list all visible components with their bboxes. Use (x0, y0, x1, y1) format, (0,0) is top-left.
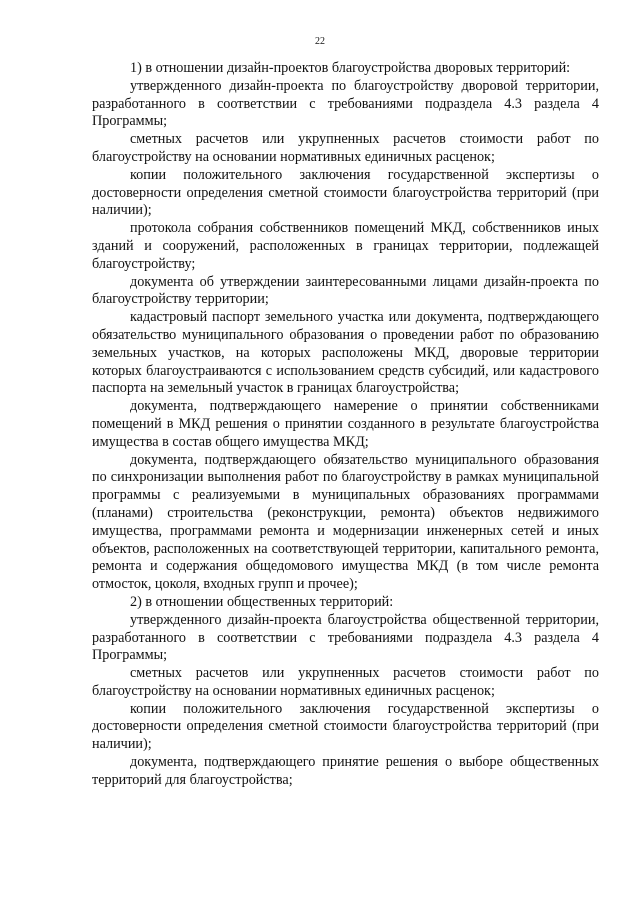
paragraph-public-estimates: сметных расчетов или укрупненных расчетов стоимости работ по благоустройству на основании нормативных единичных расценок; (92, 665, 599, 699)
paragraph-section-2-heading: 2) в отношении общественных территорий: (130, 593, 394, 610)
paragraph-expertise-copy: копии положительного заключения государственной экспертизы о достоверности определения сметной стоимости благоустройства территорий (при наличии); (92, 166, 599, 219)
paragraph-public-expertise-copy: копии положительного заключения государственной экспертизы о достоверности определения сметной стоимости благоустройства территорий (при наличии); (92, 700, 599, 753)
paragraph-intention-document: документа, подтверждающего намерение о принятии собственниками помещений в МКД решения о принятии созданного в результате благоустройства имущества в состав общего имущества МКД; (92, 398, 599, 450)
page-number: 22 (315, 36, 325, 47)
document-body (92, 60, 599, 790)
paragraph-public-design-project: утвержденного дизайн-проекта благоустройства общественной территории, разработанного в соответствии с требованиями подраздела 4.3 раздела 4 Программы; (92, 611, 599, 664)
paragraph-section-1-heading: 1) в отношении дизайн-проектов благоустройства дворовых территорий: (130, 60, 571, 76)
paragraph-design-project: утвержденного дизайн-проекта по благоустройству дворовой территории, разработанного в соответствии с требованиями подраздела 4.3 раздела 4 Программы; (92, 77, 599, 130)
paragraph-owners-protocol: протокола собрания собственников помещений МКД, собственников иных зданий и сооружений, расположенных в границах территории, подлежащей благоустройству; (92, 220, 599, 272)
paragraph-approval-document: документа об утверждении заинтересованными лицами дизайн-проекта по благоустройству территории; (92, 273, 599, 308)
paragraph-synchronization-obligation: документа, подтверждающего обязательство муниципального образования по синхронизации выполнения работ по благоустройству в рамках муниципальной программы с реализуемыми в муниципальных образованиях программами (планами) строительства (реконструкции, ремонта) объектов недвижимого имущества, программами ремонта и модернизации инженерных сетей и иных объектов, расположенных на соответствующей территории, капитального ремонта, ремонта и содержания общедомового имущества МКД (в том числе ремонта отмосток, цоколя, входных групп и прочее); (92, 451, 599, 593)
paragraph-public-selection-decision: документа, подтверждающего принятие решения о выборе общественных территорий для благоустройства; (92, 754, 599, 788)
paragraph-estimates: сметных расчетов или укрупненных расчетов стоимости работ по благоустройству на основании нормативных единичных расценок; (92, 131, 599, 165)
paragraph-cadastral-passport: кадастровый паспорт земельного участка или документа, подтверждающего обязательство муниципального образования о проведении работ по образованию земельных участков, на которых расположены МКД, дворовые территории которых благоустраиваются с использованием средств субсидий, или кадастрового паспорта на земельный участок в границах благоустройства; (92, 309, 599, 397)
